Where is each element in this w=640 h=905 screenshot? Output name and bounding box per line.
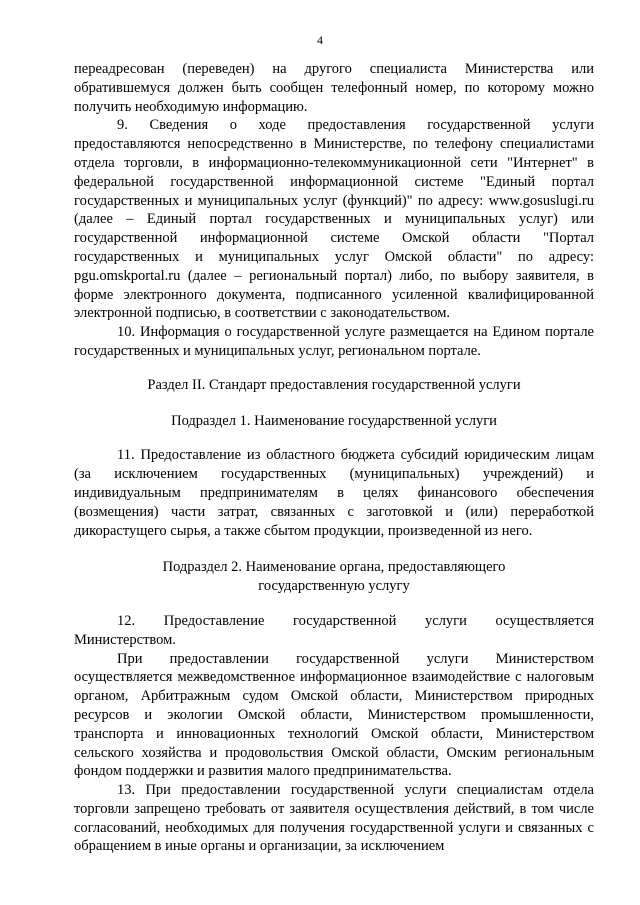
section-2-heading: Раздел II. Стандарт предоставления государственной услуги (147, 376, 521, 393)
paragraph-11: 11. Предоставление из областного бюджета субсидий юридическим лицам (за исключением государственных (муниципальных) учреждений) и индивидуальным предпринимателям в целях финансового обеспечения (возмещения) части затрат, связанных с заготовкой и (или) переработкой дикорастущего сырья, а также сбытом продукции, произведенной из него. (74, 447, 594, 539)
subsection-2-heading-line-2: государственную услугу (258, 578, 410, 595)
subsection-2-heading (74, 558, 594, 596)
paragraph-continued: переадресован (переведен) на другого специалиста Министерства или обратившемуся должен быть сообщен телефонный номер, по которому можно получить необходимую информацию. (74, 61, 594, 115)
paragraph-9: 9. Сведения о ходе предоставления государственной услуги предоставляются непосредственно в Министерстве, по телефону специалистами отдела торговли, в информационно-телекоммуникационной сети "Интернет" в федеральной государственной информационной системе "Единый портал государственных и муниципальных услуг (функций)" по адресу: www.gosuslugi.ru (далее – Единый портал государственных и муниципальных услуг) или государственной информационной системе Омской области "Портал государственных и муниципальных услуг Омской области" по адресу: pgu.omskportal.ru (далее – региональный портал) либо, по выбору заявителя, в форме электронного документа, подписанного усиленной квалифицированной электронной подписью, в соответствии с законодательством. (74, 117, 594, 322)
subsection-1-heading: Подраздел 1. Наименование государственной услуги (171, 412, 497, 429)
document-body (74, 60, 594, 856)
page-number: 4 (317, 33, 323, 47)
paragraph-13: 13. При предоставлении государственной услуги специалистам отдела торговли запрещено требовать от заявителя осуществления действий, в том числе согласований, необходимых для получения государственной услуги и связанных с обращением в иные органы и организации, за исключением (74, 782, 594, 855)
subsection-2-heading-line-1: Подраздел 2. Наименование органа, предоставляющего (162, 559, 506, 576)
paragraph-12-interaction: При предоставлении государственной услуги Министерством осуществляется межведомственное информационное взаимодействие с налоговым органом, Арбитражным судом Омской области, Министерством природных ресурсов и экологии Омской области, Министерством промышленности, транспорта и инновационных технологий Омской области, Министерством сельского хозяйства и продовольствия Омской области, Омским региональным фондом поддержки и развития малого предпринимательства. (74, 650, 594, 780)
paragraph-12: 12. Предоставление государственной услуги осуществляется Министерством. (74, 612, 594, 648)
paragraph-10: 10. Информация о государственной услуге размещается на Едином портале государственных и муниципальных услуг, региональном портале. (74, 324, 594, 359)
